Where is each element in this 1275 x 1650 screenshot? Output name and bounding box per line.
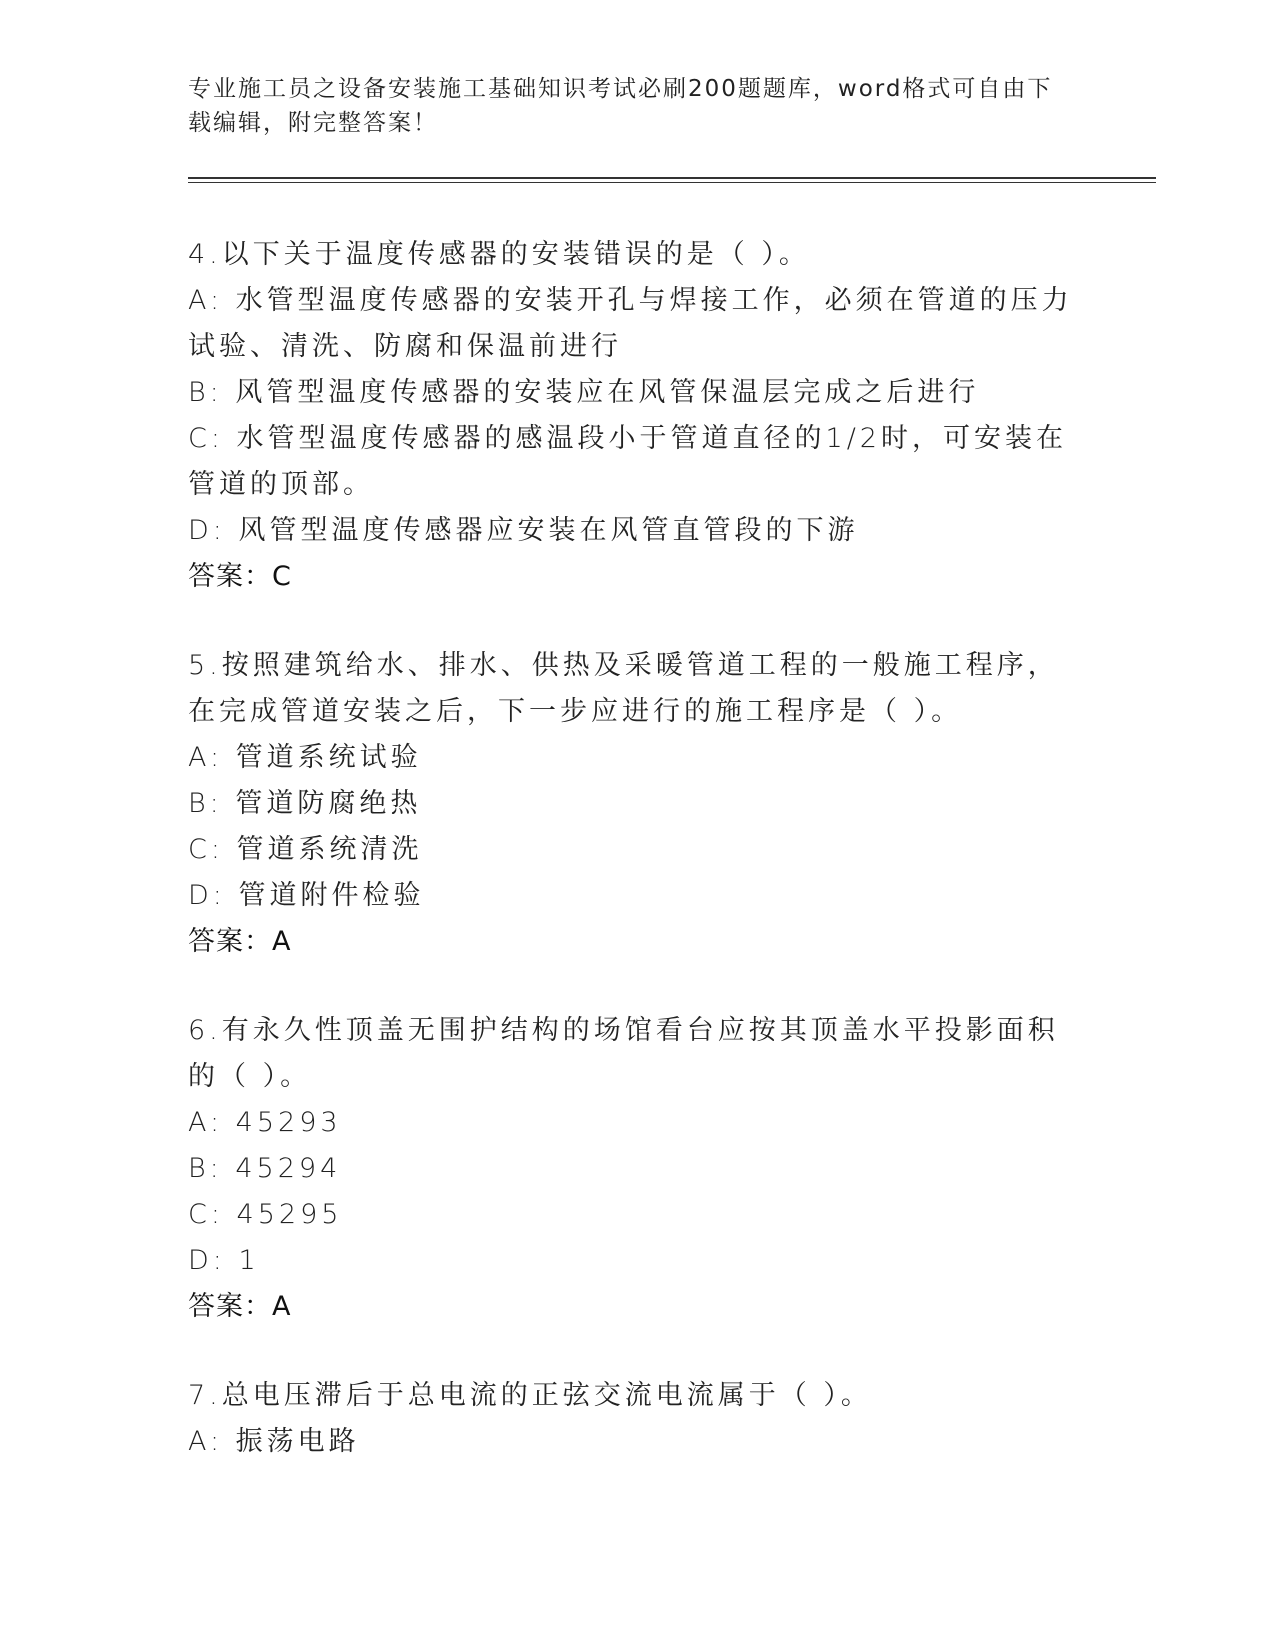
answer: 答案：A bbox=[188, 926, 292, 957]
option-d: D: 1 bbox=[188, 1245, 260, 1276]
option-a: A: 管道系统试验 bbox=[188, 742, 422, 773]
option-b: B: 风管型温度传感器的安装应在风管保温层完成之后进行 bbox=[188, 377, 980, 408]
option-c: C: 水管型温度传感器的感温段小于管道直径的1/2时，可安装在管道的顶部。 bbox=[188, 423, 1067, 500]
question-stem: 7.总电压滞后于总电流的正弦交流电流属于（ ）。 bbox=[188, 1380, 872, 1411]
question-6 bbox=[188, 1008, 1083, 1330]
question-stem: 5.按照建筑给水、排水、供热及采暖管道工程的一般施工程序，在完成管道安装之后，下一步应进行的施工程序是（ ）。 bbox=[188, 650, 1059, 727]
question-stem: 4.以下关于温度传感器的安装错误的是（ ）。 bbox=[188, 239, 810, 270]
question-4 bbox=[188, 232, 1083, 600]
answer: 答案：C bbox=[188, 561, 292, 592]
option-b: B: 45294 bbox=[188, 1153, 342, 1184]
option-c: C: 45295 bbox=[188, 1199, 343, 1230]
option-a: A: 水管型温度传感器的安装开孔与焊接工作，必须在管道的压力试验、清洗、防腐和保温前进行 bbox=[188, 285, 1073, 362]
header-divider-thin bbox=[188, 182, 1156, 183]
question-5 bbox=[188, 643, 1083, 965]
option-a: A: 振荡电路 bbox=[188, 1426, 360, 1457]
header-divider-thick bbox=[188, 177, 1156, 179]
option-b: B: 管道防腐绝热 bbox=[188, 788, 422, 819]
question-stem: 6.有永久性顶盖无围护结构的场馆看台应按其顶盖水平投影面积的（ ）。 bbox=[188, 1015, 1059, 1092]
document-header: 专业施工员之设备安装施工基础知识考试必刷200题题库，word格式可自由下载编辑，附完整答案！ bbox=[188, 76, 1053, 136]
question-7 bbox=[188, 1373, 1083, 1465]
option-d: D: 管道附件检验 bbox=[188, 880, 425, 911]
option-c: C: 管道系统清洗 bbox=[188, 834, 423, 865]
answer: 答案：A bbox=[188, 1291, 292, 1322]
option-d: D: 风管型温度传感器应安装在风管直管段的下游 bbox=[188, 515, 859, 546]
option-a: A: 45293 bbox=[188, 1107, 342, 1138]
question-list bbox=[188, 232, 1083, 1508]
